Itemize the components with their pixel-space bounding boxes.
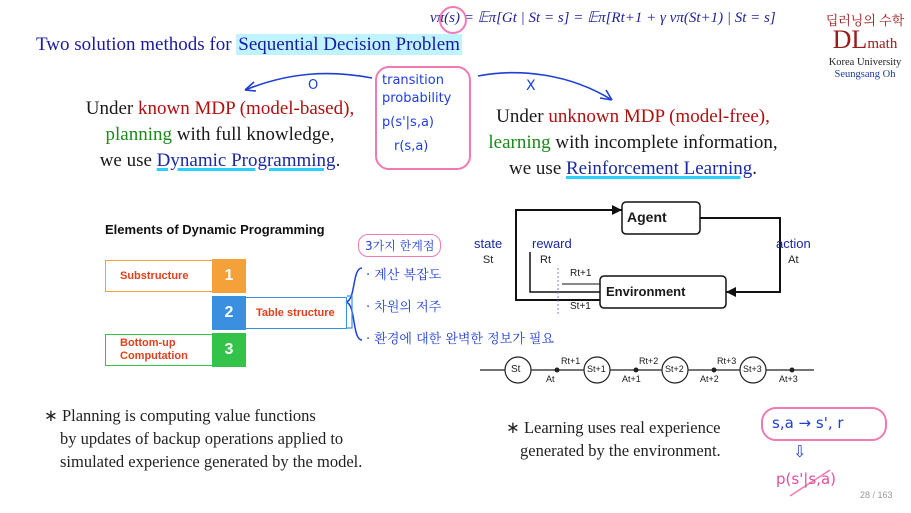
limits-brace [346,268,362,340]
mb-line-2: planning with full knowledge, [105,124,335,145]
traj-action-1: At+1 [622,374,641,384]
logo-brand-main: DL [832,25,868,54]
title-prefix: Two solution methods for [36,34,237,55]
reward-label: reward Rt [532,236,572,266]
limit-bullet-2: · 차원의 저주 [366,300,442,315]
model-based-text [60,96,380,174]
three-limits-note: 3가지 한계점 [358,234,441,257]
transition-line-1: transition [382,73,444,88]
planning-note [44,404,362,473]
x-mark: X [526,78,536,94]
traj-state-1: St+1 [587,364,606,374]
learning-note [506,416,721,462]
p-expression: p(s'|s,a) [382,115,434,130]
mf-line-2: learning with incomplete information, [488,132,778,153]
table-structure-box [245,297,347,329]
learning-line-1: ∗ Learning uses real experience [506,418,721,437]
sa-transition-note: s,a → s', r [772,414,844,432]
bottom-up-label: Bottom-up Computation [120,337,188,362]
state-label: state St [474,236,503,266]
action-label: action At [776,236,811,266]
traj-reward-1: Rt+1 [561,356,581,366]
substructure-label: Substructure [120,270,189,282]
traj-state-3: St+3 [743,364,762,374]
value-function-formula: vπ(s) = 𝔼π[Gt | St = s] = 𝔼π[Rt+1 + γ vπ(St+1) | St = s] [430,10,776,26]
traj-reward-2: Rt+2 [639,356,659,366]
environment-label: Environment [606,284,686,299]
s-next-label: St+1 [570,301,591,312]
down-arrow-icon: ⇩ [793,442,807,461]
number-2: 2 [212,296,246,330]
number-3: 3 [212,333,246,367]
number-1: 1 [212,259,246,293]
limit-bullet-1: · 계산 복잡도 [366,268,442,283]
limit-bullet-3: · 환경에 대한 완벽한 정보가 필요 [366,332,555,347]
traj-action-2: At+2 [700,374,719,384]
struck-p-expression: p(s'|s,a) [776,470,836,488]
learning-line-2: generated by the environment. [520,441,721,460]
logo-university: Korea University [828,57,902,68]
logo-author: Seungsang Oh [834,69,896,80]
planning-line-2: by updates of backup operations applied to [60,429,344,448]
mb-line-3: we use Dynamic Programming. [99,150,341,171]
planning-line-3: simulated experience generated by the model. [60,452,363,471]
transition-line-2: probability [382,91,452,106]
traj-reward-3: Rt+3 [717,356,737,366]
substructure-box [105,260,213,292]
o-mark: O [308,78,319,93]
r-next-label: Rt+1 [570,268,592,279]
traj-state-2: St+2 [665,364,684,374]
r-expression: r(s,a) [394,139,429,154]
bottom-up-box [105,334,213,366]
elements-title: Elements of Dynamic Programming [105,222,325,237]
mf-line-3: we use Reinforcement Learning. [509,158,757,179]
mf-line-1: Under unknown MDP (model-free), [496,106,770,127]
planning-line-1: ∗ Planning is computing value functions [44,406,316,425]
traj-state-0: St [511,364,521,375]
right-arrow [478,73,612,100]
traj-action-3: At+3 [779,374,798,384]
mb-line-1: Under known MDP (model-based), [85,98,355,119]
transition-annotation [382,72,451,156]
agent-label: Agent [627,209,667,225]
model-free-text [458,104,808,182]
logo-korean: 딥러닝의 수학 [825,13,905,28]
title-highlight: Sequential Decision Problem [238,34,460,55]
page-counter: 28 / 163 [860,490,893,500]
logo-brand-small: math [867,36,898,52]
traj-action-0: At [546,374,555,384]
table-structure-label: Table structure [256,307,335,319]
